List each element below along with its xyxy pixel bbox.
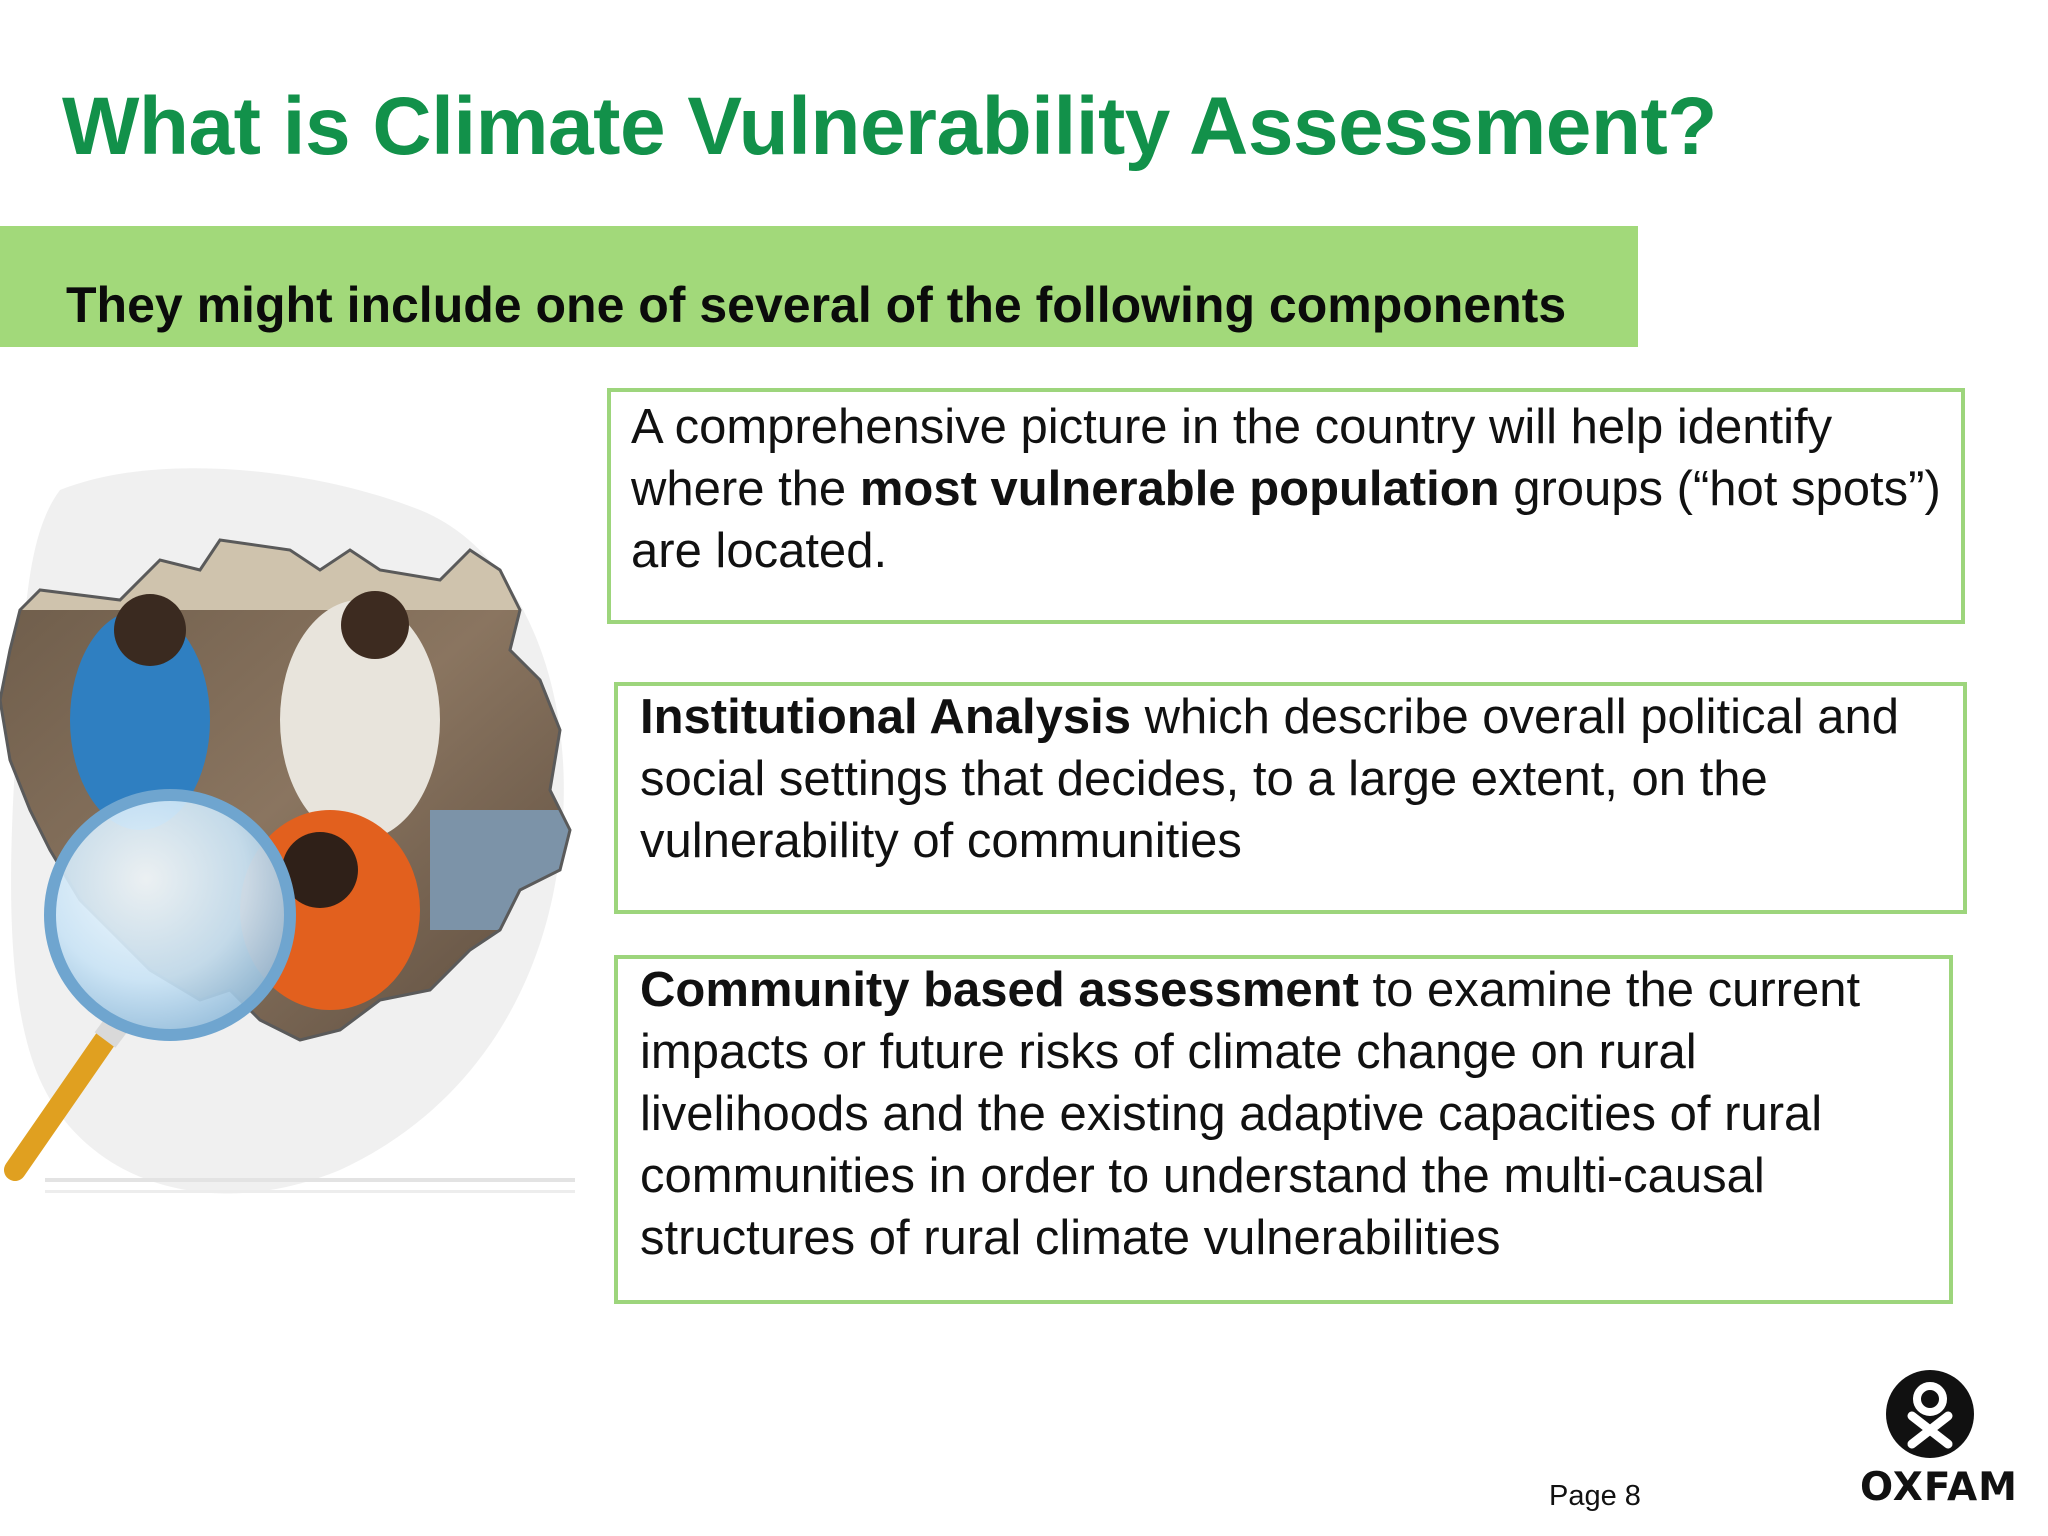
community-assessment-text [640,959,1939,1269]
map-collage-image [0,430,590,1230]
institutional-analysis-text [640,686,1945,872]
subtitle-banner [0,226,1638,347]
hot-spots-text-post: groups (“hot spots”) are located. [631,462,1941,578]
community-assessment-bold: Community based assessment [640,963,1359,1017]
oxfam-wordmark: OXFAM [1860,1465,2018,1510]
oxfam-logo [1860,1364,2018,1514]
page-number: Page 8 [1549,1480,1641,1512]
hot-spots-box [607,388,1965,624]
hot-spots-text-bold: most vulnerable population [859,462,1500,516]
institutional-analysis-box [614,682,1967,914]
community-assessment-box [614,955,1953,1304]
institutional-analysis-post: which describe overall political and social settings that decides, to a large extent, on the vulnerability of communities [640,690,1900,868]
hot-spots-text-pre: A comprehensive picture in the country will help identify where the [631,400,1833,516]
subtitle-text: They might include one of several of the following components [66,277,1567,333]
community-assessment-post: to examine the current impacts or future risks of climate change on rural livelihoods and the existing adaptive capacities of rural communities in order to understand the multi-causal structures of rural climate vulnerabilities [640,963,1861,1265]
slide-title: What is Climate Vulnerability Assessment? [62,81,1717,172]
institutional-analysis-bold: Institutional Analysis [640,690,1131,744]
oxfam-logo-icon [1860,1364,2000,1464]
hot-spots-text [631,396,1941,582]
